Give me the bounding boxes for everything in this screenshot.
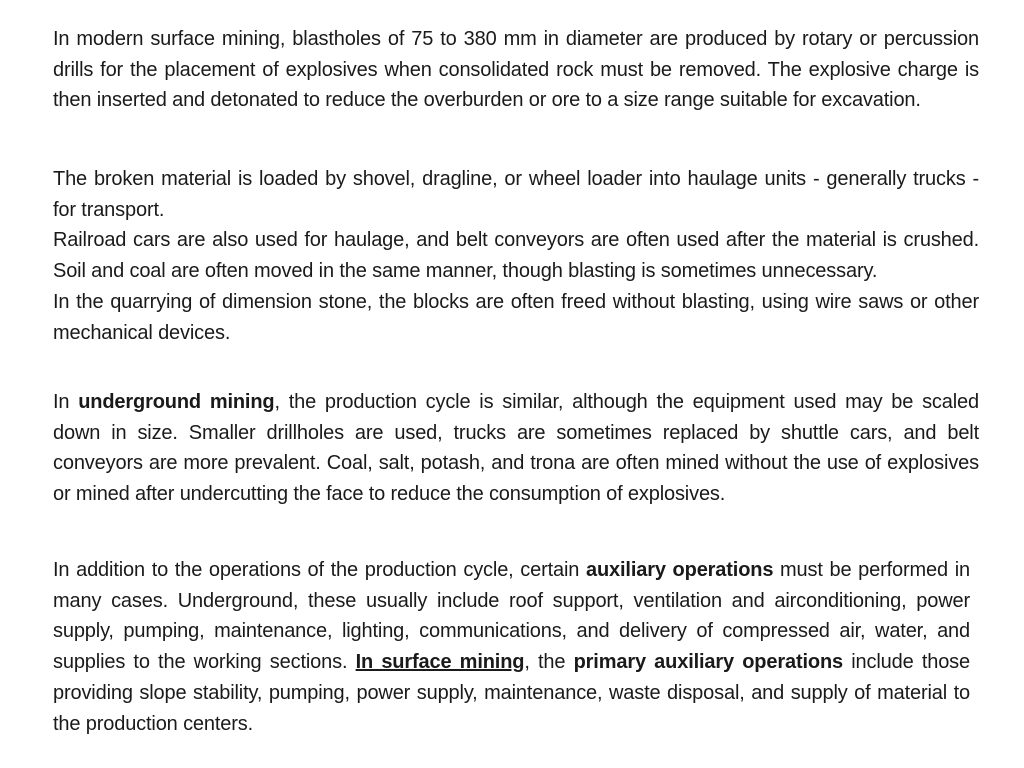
- paragraph-underground-mining: [53, 387, 979, 510]
- paragraph-auxiliary-operations: [53, 555, 970, 739]
- text-run: In addition to the operations of the production cycle, certain: [53, 559, 587, 581]
- text-run: , the production cycle is similar, although the equipment used may be scaled down in size. Smaller drillholes are used, trucks are sometimes replaced by shuttle cars, and belt conveyors are more prevalent. Coal, salt, potash, and trona are often mined without the use of explosives or mined after undercutting the face to reduce the consumption of explosives.: [53, 391, 979, 506]
- paragraph-line-railroad: Railroad cars are also used for haulage, and belt conveyors are often used after the material is crushed. Soil and coal are often moved in the same manner, though blasting is sometimes unnecessary.: [53, 229, 979, 283]
- bold-term-primary-auxiliary-operations: primary auxiliary operations: [573, 651, 843, 674]
- paragraph-haulage: [53, 164, 979, 348]
- paragraph-surface-mining: [53, 24, 979, 116]
- text-run: , the: [524, 651, 574, 674]
- paragraph-line-quarrying: In the quarrying of dimension stone, the blocks are often freed without blasting, using wire saws or other mechanical devices.: [53, 290, 979, 344]
- bold-term-underground-mining: underground mining: [78, 391, 275, 413]
- text-run: include those providing slope stability, pumping, power supply, maintenance, waste disposal, and supply of material to the production centers.: [53, 651, 970, 735]
- underlined-term-surface-mining: In surface mining: [355, 651, 525, 674]
- text-run: In: [53, 391, 79, 413]
- paragraph-text: In modern surface mining, blastholes of 75 to 380 mm in diameter are produced by rotary or percussion drills for the placement of explosives when consolidated rock must be removed. The explosive charge is then inserted and detonated to reduce the overburden or ore to a size range suitable for excavation.: [53, 28, 979, 112]
- text-run: must be performed in many cases. Underground, these usually include roof support, ventilation and airconditioning, power supply, pumping, maintenance, lighting, communications, and delivery of compressed air, water, and supplies to the working sections.: [53, 559, 970, 674]
- bold-term-auxiliary-operations: auxiliary operations: [586, 559, 774, 581]
- paragraph-line-loading: The broken material is loaded by shovel, dragline, or wheel loader into haulage units - generally trucks - for transport.: [53, 168, 979, 221]
